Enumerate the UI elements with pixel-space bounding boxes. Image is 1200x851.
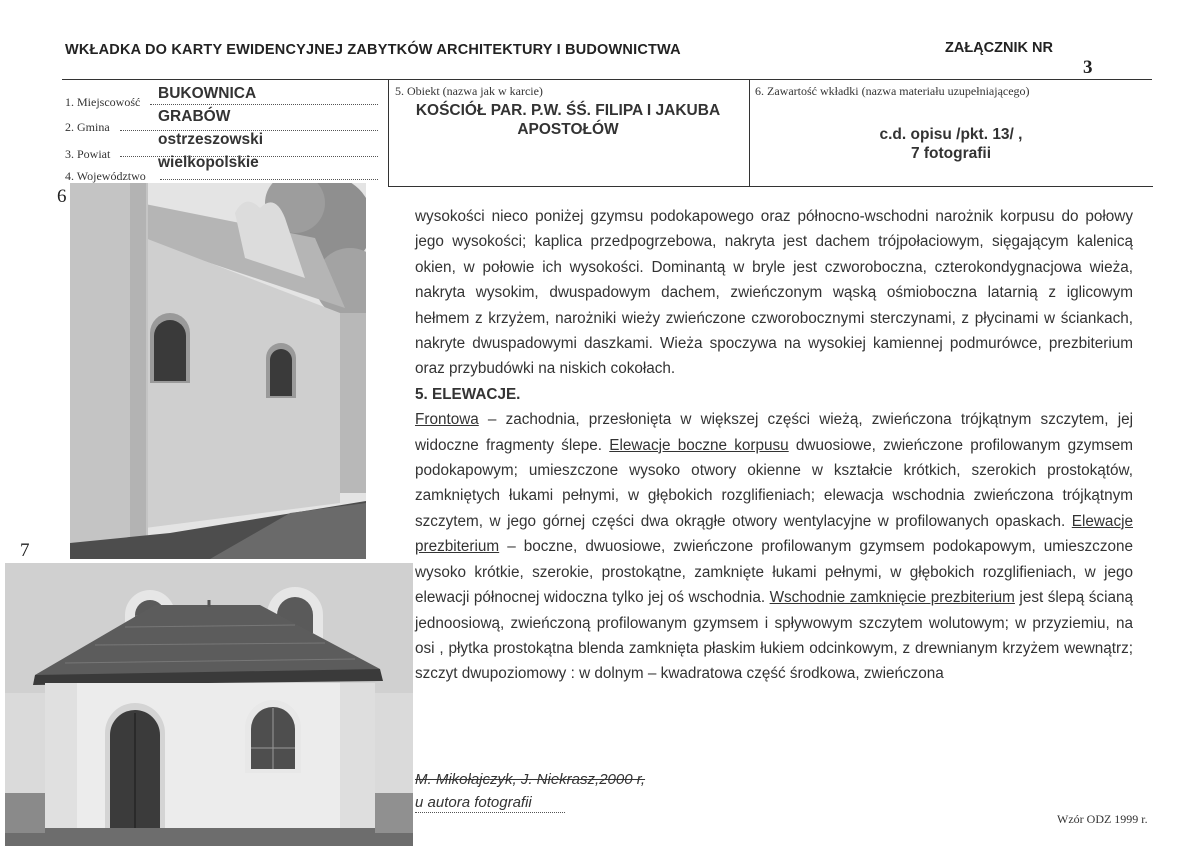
contents-label: 6. Zawartość wkładki (nazwa materiału uzupełniającego) bbox=[755, 84, 1030, 98]
description-text bbox=[415, 204, 1133, 687]
description-paragraph-elevations bbox=[415, 407, 1133, 686]
term-east-closure: Wschodnie zamknięcie prezbiterium bbox=[769, 589, 1015, 607]
voivodeship-label: 4. Województwo bbox=[65, 169, 146, 183]
form-pattern-label: Wzór ODZ 1999 r. bbox=[1057, 812, 1148, 826]
photo-funeral-chapel bbox=[5, 563, 413, 846]
photo-number-7: 7 bbox=[20, 540, 30, 561]
field-divider-1 bbox=[388, 79, 389, 187]
description-paragraph-massing: wysokości nieco poniżej gzymsu podokapowego oraz północno-wschodni narożnik korpusu do połowy jego wysokości; kaplica przedpogrzebowa, nakryta jest dachem trójpołaciowym, sięgającym kalenicą okien, w połowie ich wysokości. Dominantą w bryle jest czworoboczna, czterokondygnacjowa wieża, nakryta wysokim, dwuspadowym dachem, zwieńczonym wąską ośmioboczna latarnią z iglicowym hełmem z krzyżem, narożniki wieży zwieńczone czworobocznymi sterczynami, z płycinami w ściankach, nakryte dwuspadowymi daszkami. Wieża spoczywa na wysokiej kamiennej podmurówce, prezbiterium oraz przybudówki na niskich cokołach. bbox=[415, 208, 1133, 378]
contents-value bbox=[752, 125, 1150, 163]
county-value: ostrzeszowski bbox=[158, 131, 264, 148]
object-name: KOŚCIÓŁ PAR. P.W. ŚŚ. FILIPA I JAKUBA APOSTOŁÓW bbox=[415, 102, 721, 138]
annex-label: ZAŁĄCZNIK NR bbox=[945, 40, 1053, 56]
locality-value: BUKOWNICA bbox=[158, 85, 257, 102]
contents-line-2: 7 fotografii bbox=[910, 145, 992, 162]
annex-number: 3 bbox=[1083, 57, 1093, 78]
photo-author-line: u autora fotografii bbox=[415, 794, 532, 811]
voivodeship-dotline bbox=[160, 179, 378, 180]
commune-label: 2. Gmina bbox=[65, 120, 110, 134]
county-label: 3. Powiat bbox=[65, 147, 111, 161]
photo-number-6: 6 bbox=[57, 186, 67, 207]
header-top-rule bbox=[62, 79, 1152, 80]
voivodeship-value: wielkopolskie bbox=[158, 154, 259, 171]
author-note bbox=[415, 768, 645, 814]
object-label: 5. Obiekt (nazwa jak w karcie) bbox=[395, 84, 543, 98]
section-heading-elevations: 5. ELEWACJE. bbox=[415, 385, 521, 403]
text-side-elevations: dwuosiowe, zwieńczone profilowanym gzymsem podokapowym; umieszczone wysoko otwory okienne w kształcie krótkich, szerokich prostokątów, zamkniętych łukami pełnymi, w głębokich rozglifieniach; elewacja wschodnia zwieńczona trójkątnym szczytem, w jego górnej części dwa okrągłe otwory wentylacyjne w profilowanych opaskach. bbox=[415, 436, 1134, 530]
text-east-closure: jest ślepą ścianą jednoosiową, zwieńczoną profilowanym gzymsem i spływowym szczytem wolutowym; w przyziemiu, na osi , płytka prostokątna blenda zamknięta płaskim łukiem odcinkowym, z drewnianym krzyżem wewnątrz; szczyt dwupoziomowy : w dolnym – kwadratowa część środkowa, zwieńczona bbox=[415, 589, 1133, 683]
author-line: M. Mikołajczyk, J. Niekrasz,2000 r, bbox=[415, 771, 646, 788]
field-divider-2 bbox=[749, 79, 750, 187]
locality-label: 1. Miejscowość bbox=[65, 95, 141, 109]
text-front-elevation: – zachodnia, przesłonięta w większej części wieżą, zwieńczona trójkątnym szczytem, jej widoczne fragmenty ślepe. bbox=[415, 411, 1133, 454]
locality-dotline bbox=[150, 104, 378, 105]
term-presbytery-elevations: Elewacje prezbiterium bbox=[415, 512, 1133, 556]
contents-line-1: c.d. opisu /pkt. 13/ , bbox=[879, 126, 1023, 143]
header-bottom-rule bbox=[388, 186, 1153, 187]
author-dotline bbox=[415, 812, 565, 813]
document-title: WKŁADKA DO KARTY EWIDENCYJNEJ ZABYTKÓW ARCHITEKTURY I BUDOWNICTWA bbox=[65, 42, 681, 58]
photo-church-side-wall bbox=[70, 183, 366, 559]
commune-value: GRABÓW bbox=[158, 108, 231, 125]
term-side-elevations: Elewacje boczne korpusu bbox=[609, 436, 789, 454]
term-front-elevation: Frontowa bbox=[415, 411, 479, 429]
text-presbytery-elevations: – boczne, dwuosiowe, zwieńczone profilowanym gzymsem podokapowym, umieszczone wysoko krótkie, szerokie, prostokątne, zamknięte łukami pełnymi, w głębokich rozglifieniach, w jego elewacji północnej widoczna tylko jej oś wschodnia. bbox=[415, 538, 1133, 607]
